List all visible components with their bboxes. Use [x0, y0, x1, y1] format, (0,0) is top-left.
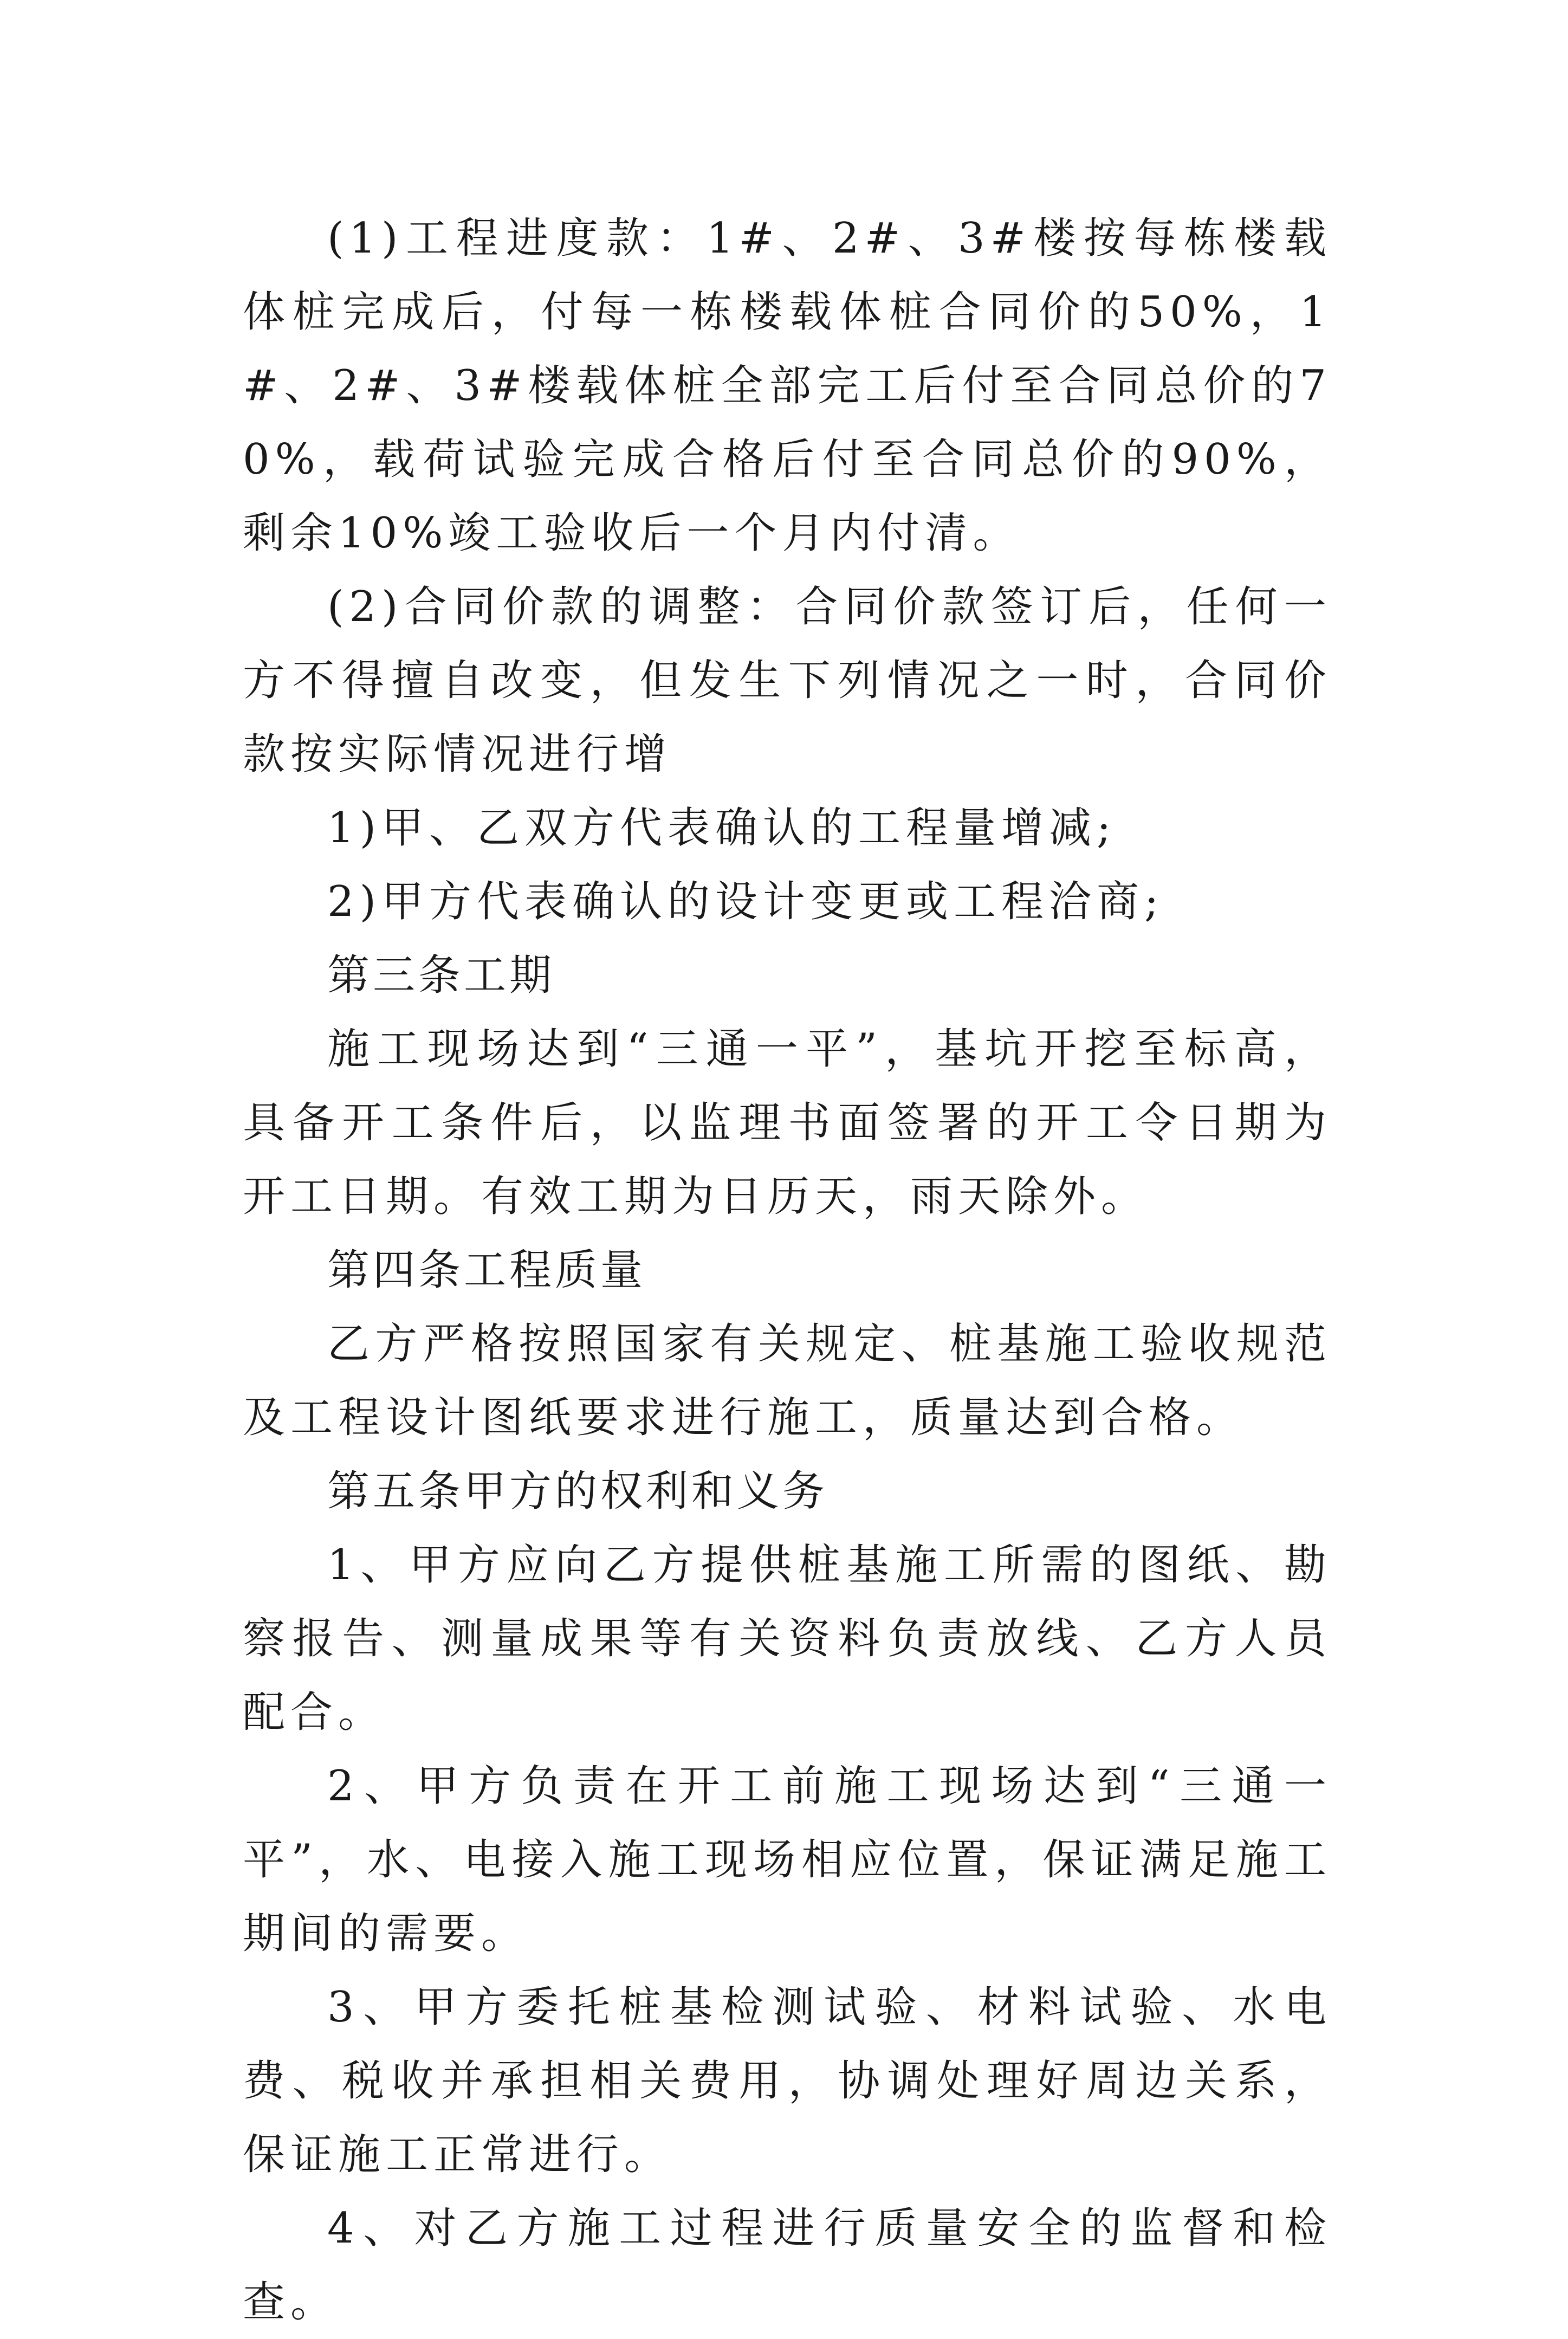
paragraph-schedule: 施工现场达到“三通一平”，基坑开挖至标高，具备开工条件后，以监理书面签署的开工令日期为开工日期。有效工期为日历天，雨天除外。	[243, 1025, 1332, 1221]
paragraph-price-adjustment: (2)合同价款的调整：合同价款签订后，任何一方不得擅自改变，但发生下列情况之一时，合同价款按实际情况进行增	[243, 583, 1332, 779]
paragraph-progress-payment: (1)工程进度款：1#、2#、3#楼按每栋楼载体桩完成后，付每一栋楼载体桩合同价的50%，1#、2#、3#楼载体桩全部完工后付至合同总价的70%，载荷试验完成合格后付至合同总价的90%，剩余10%竣工验收后一个月内付清。	[243, 214, 1332, 558]
list-item-party-a-2: 2、甲方负责在开工前施工现场达到“三通一平”，水、电接入施工现场相应位置，保证满足施工期间的需要。	[243, 1762, 1332, 1958]
section-heading-party-a-rights: 第五条甲方的权利和义务	[327, 1467, 828, 1516]
document-body	[243, 202, 1332, 2339]
section-heading-schedule: 第三条工期	[327, 951, 555, 1000]
list-item-quantity-change: 1)甲、乙双方代表确认的工程量增减;	[327, 804, 1117, 852]
list-item-party-a-3: 3、甲方委托桩基检测试验、材料试验、水电费、税收并承担相关费用，协调处理好周边关系，保证施工正常进行。	[243, 1983, 1332, 2179]
section-heading-quality: 第四条工程质量	[327, 1246, 646, 1295]
paragraph-quality: 乙方严格按照国家有关规定、桩基施工验收规范及工程设计图纸要求进行施工，质量达到合格。	[243, 1320, 1332, 1442]
list-item-party-a-1: 1、甲方应向乙方提供桩基施工所需的图纸、勘察报告、测量成果等有关资料负责放线、乙方人员配合。	[243, 1541, 1332, 1737]
list-item-design-change: 2)甲方代表确认的设计变更或工程洽商;	[327, 877, 1164, 926]
list-item-party-a-4: 4、对乙方施工过程进行质量安全的监督和检查。	[243, 2204, 1332, 2327]
